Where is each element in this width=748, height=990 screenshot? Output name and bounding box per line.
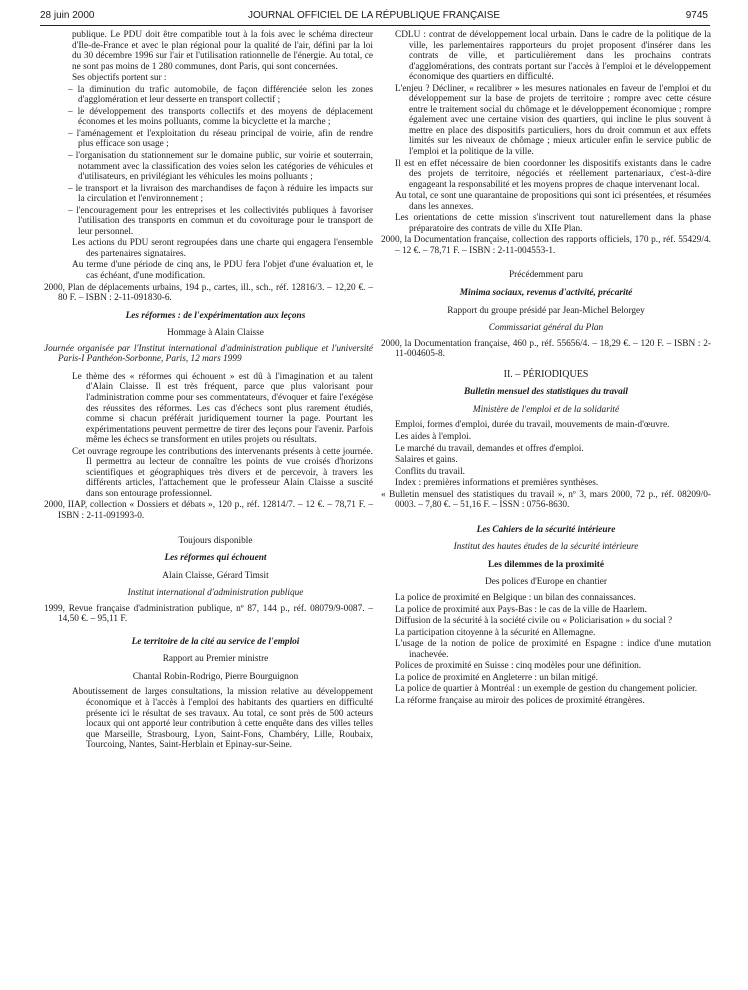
paragraph: L'enjeu ? Décliner, « recalibrer » les mesures nationales en faveur de l'emploi et du développement sur la base de projets de territoire ; rompre avec cette césure entre le traitement social du chômage et le développement économique ; rompre également avec une certaine vision des quartiers, qui incline le plus souvent à mettre en place des dispositifs particuliers, hors du droit commun et aux effets limités sur les niveaux de chômage ; mieux articuler enfin le service public de l'emploi et la politique de la ville. — [395, 83, 711, 158]
section-heading: Les réformes : de l'expérimentation aux leçons — [125, 310, 306, 321]
list-item: Les aides à l'emploi. — [395, 431, 472, 442]
list-item: La police de proximité aux Pays-Bas : le cas de la ville de Haarlem. — [395, 604, 647, 615]
authors: Alain Claisse, Gérard Timsit — [162, 570, 269, 581]
subheading: Toujours disponible — [178, 535, 253, 546]
issue-title: Les dilemmes de la proximité — [487, 559, 605, 570]
event-description: Journée organisée par l'Institut international d'administration publique et l'université Paris-I Panthéon-Sorbonne, Paris, 12 mars 1999 — [44, 343, 373, 365]
list-item: Le marché du travail, demandes et offres d'emploi. — [395, 443, 584, 454]
page-header — [0, 10, 748, 26]
reference: 2000, la Documentation française, collection des rapports officiels, 170 p., réf. 55429/4. – 12 €. – 78,71 F. – ISBN : 2-11-004553-1. — [381, 235, 711, 256]
institution: Ministère de l'emploi et de la solidarité — [472, 404, 620, 415]
authors: Chantal Robin-Rodrigo, Pierre Bourguignon — [132, 671, 299, 682]
paragraph: Les actions du PDU seront regroupées dans une charte qui engagera l'ensemble des partenaires signataires. — [72, 238, 373, 259]
bullet-item: – la diminution du trafic automobile, de façon différenciée selon les zones d'agglomération et leur desserte en transport collectif ; — [68, 84, 373, 106]
header-rule — [40, 25, 710, 26]
bullet-item: – l'aménagement et l'exploitation du réseau principal de voirie, afin de rendre plus efficace son usage ; — [68, 128, 373, 150]
bullet-item: – le développement des transports collectifs et des moyens de déplacement économes et les moins polluants, comme la bicyclette et la marche ; — [68, 106, 373, 128]
list-item: La police de quartier à Montréal : un exemple de gestion du changement policier. — [395, 684, 698, 695]
section-heading: Le territoire de la cité au service de l'emploi — [131, 636, 300, 647]
bullet-item: – l'organisation du stationnement sur le domaine public, sur voirie et souterrain, notamment avec la classification des voies selon les catégories de véhicules et d'utilisateurs, en privilégiant les véhicules les moins polluants ; — [68, 151, 373, 183]
list-item: Polices de proximité en Suisse : cinq modèles pour une définition. — [395, 661, 642, 672]
header-page-number: 9745 — [685, 10, 708, 21]
section-title: II. – PÉRIODIQUES — [503, 368, 589, 380]
section-heading: Minima sociaux, revenus d'activité, précarité — [459, 288, 633, 299]
reference: 2000, Plan de déplacements urbains, 194 p., cartes, ill., sch., réf. 12816/3. – 12,20 €. – 80 F. – ISBN : 2-11-091830-6. — [44, 282, 373, 304]
list-item: Index : premières informations et premières synthèses. — [395, 478, 599, 489]
paragraph: Ses objectifs portent sur : — [72, 73, 167, 84]
list-item: La réforme française au miroir des polices de proximité étrangères. — [395, 695, 645, 706]
section-heading: Bulletin mensuel des statistiques du travail — [463, 387, 628, 398]
paragraph: Le thème des « réformes qui échouent » est dû à l'imagination et au talent d'Alain Claisse. Il est très fréquent, parce que plus valorisant pour l'administration comme pour ses commentateurs, d'évoquer et faire l'exégèse des réussites des réformes. Les cas d'échecs sont plus rarement étudiés, comme si chacun préférait juridiquement tourner la page. Pourtant les expérimentations peuvent permettre de tirer des leçons pour l'avenir. Parfois même les échecs se transforment en utiles projets ou résultats. — [72, 371, 373, 446]
paragraph: Il est en effet nécessaire de bien coordonner les dispositifs existants dans le cadre des projets de territoire, négociés et réellement partenariaux, c'est-à-dire engageant la responsabilité et les moyens propres de chaque intervenant local. — [395, 158, 711, 190]
bullet-item: – l'encouragement pour les entreprises et les collectivités publiques à favoriser l'utilisation des transports en commun et du covoiturage pour le transport de leur personnel. — [68, 205, 373, 237]
paragraph: Au terme d'une période de cinq ans, le PDU fera l'objet d'une évaluation et, le cas échéant, d'une modification. — [72, 260, 373, 282]
reference: 2000, la Documentation française, 460 p., réf. 55656/4. – 18,29 €. – 120 F. – ISBN : 2-11-004605-8. — [381, 338, 711, 360]
list-item: Conflits du travail. — [395, 466, 465, 477]
list-item: Salaires et gains. — [395, 455, 458, 466]
institution: Institut des hautes études de la sécurité intérieure — [453, 542, 639, 553]
paragraph: Les orientations de cette mission s'inscrivent tout naturellement dans la phase préparatoire des contrats de ville du XIIe Plan. — [395, 213, 711, 234]
section-heading: Les Cahiers de la sécurité intérieure — [476, 524, 616, 535]
institution: Commissariat général du Plan — [488, 323, 604, 334]
list-item: L'usage de la notion de police de proximité en Espagne : indice d'une mutation inachevée. — [395, 639, 711, 660]
list-item: La participation citoyenne à la sécurité en Allemagne. — [395, 627, 596, 638]
paragraph: Aboutissement de larges consultations, la mission relative au développement économique et à l'accès à l'emploi des habitants des quartiers en difficulté présente ici le résultat de ses travaux. Au total, ce sont près de 500 acteurs locaux qui ont apporté leur contribution à cette enquête dans des villes telles que Marseille, Strasbourg, Lyon, Saint-Fons, Chambéry, Lille, Roubaix, Tourcoing, Nantes, Saint-Herblain et Epinay-sur-Seine. — [72, 687, 373, 751]
subheading: Rapport au Premier ministre — [162, 654, 269, 665]
subheading: Rapport du groupe présidé par Jean-Michel Belorgey — [447, 305, 645, 316]
paragraph: CDLU : contrat de développement local urbain. Dans le cadre de la politique de la ville, les parlementaires rapporteurs du projet proposent d'insérer dans les contrats de ville, et particulièrement dans les prochains contrats d'agglomérations, des contrats portant sur l'accès à l'emploi et le développement économique des quartiers en difficulté. — [395, 30, 711, 83]
header-title: JOURNAL OFFICIEL DE LA RÉPUBLIQUE FRANÇAISE — [247, 10, 501, 21]
right-column — [381, 30, 711, 707]
section-heading: Les réformes qui échouent — [164, 553, 267, 564]
paragraph: Cet ouvrage regroupe les contributions des intervenants présents à cette journée. Il permettra au lecteur de connaître les points de vue croisés d'horizons scientifiques et géographiques très divers et de percevoir, à travers les différents articles, l'attachement que le professeur Alain Claisse a suscité dans son entourage professionnel. — [72, 446, 373, 499]
bullet-item: – le transport et la livraison des marchandises de façon à réduire les impacts sur la circulation et l'environnement ; — [68, 183, 373, 205]
left-column — [44, 30, 373, 752]
reference: 1999, Revue française d'administration publique, nº 87, 144 p., réf. 08079/9-0087. – 14,50 €. – 95,11 F. — [44, 603, 373, 625]
paragraph: publique. Le PDU doit être compatible tout à la fois avec le schéma directeur d'Ile-de-France et avec le plan régional pour la qualité de l'air, défini par la loi du 30 décembre 1996 sur l'air et l'utilisation rationnelle de l'énergie. Au total, ce ne sont pas moins de 1 280 communes, dont Paris, qui sont concernées. — [72, 30, 373, 72]
list-item: Diffusion de la sécurité à la société civile ou « Policiarisation » du social ? — [395, 616, 673, 627]
list-item: Emploi, formes d'emploi, durée du travail, mouvements de main-d'œuvre. — [395, 420, 670, 431]
list-item: La police de proximité en Angleterre : un bilan mitigé. — [395, 672, 598, 683]
subheading: Hommage à Alain Claisse — [167, 328, 264, 339]
header-date: 28 juin 2000 — [40, 10, 95, 21]
list-item: La police de proximité en Belgique : un bilan des connaissances. — [395, 592, 636, 603]
reference: « Bulletin mensuel des statistiques du travail », nº 3, mars 2000, 72 p., réf. 08209/0-0003. – 7,80 €. – 51,16 F. – ISSN : 0756-8630. — [381, 489, 711, 511]
paragraph: Au total, ce sont une quarantaine de propositions qui sont ici présentées, et résumées dans les annexes. — [395, 191, 711, 212]
institution: Institut international d'administration publique — [127, 588, 304, 599]
subheading: Des polices d'Europe en chantier — [485, 577, 607, 588]
reference: 2000, IIAP, collection « Dossiers et débats », 120 p., réf. 12814/7. – 12 €. – 78,71 F. – ISBN : 2-11-091993-0. — [44, 500, 373, 521]
subheading: Précédemment paru — [508, 270, 584, 281]
